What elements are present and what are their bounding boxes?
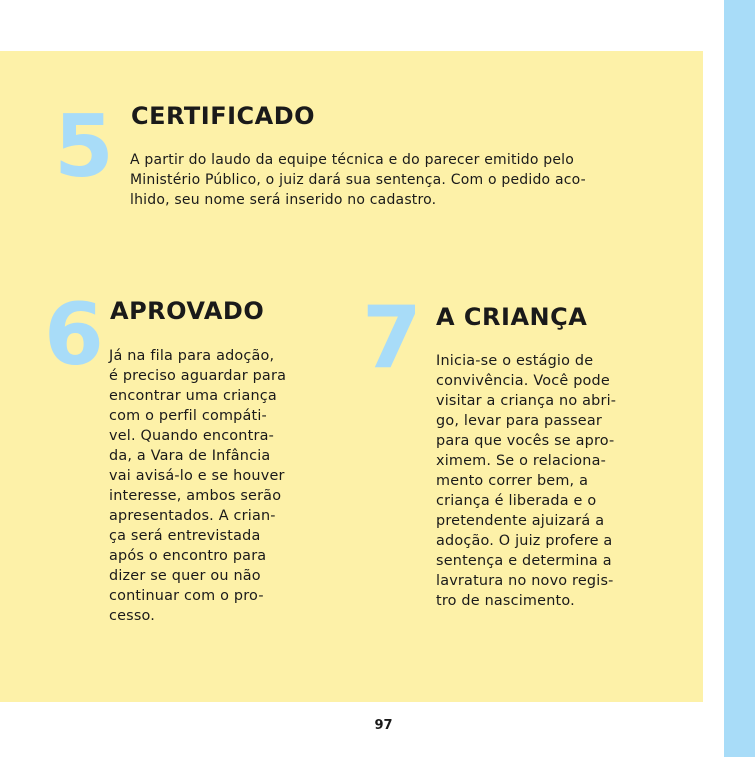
text-line: pretendente ajuizará a xyxy=(436,513,605,529)
text-line: lhido, seu nome será inserido no cadastro. xyxy=(130,192,437,208)
text-line: após o encontro para xyxy=(109,548,267,564)
step-title-a-crianca: A CRIANÇA xyxy=(436,303,588,331)
page-number-text: 97 xyxy=(374,718,393,733)
text-line: go, levar para passear xyxy=(436,413,602,429)
text-line: mento correr bem, a xyxy=(436,473,589,489)
step-title-aprovado: APROVADO xyxy=(110,297,265,325)
text-line: apresentados. A crian- xyxy=(109,508,276,524)
step-number-6: 6 xyxy=(44,285,104,385)
text-line: para que vocês se apro- xyxy=(436,433,615,449)
text-line: ça será entrevistada xyxy=(109,528,261,544)
text-line: com o perfil compáti- xyxy=(109,408,267,424)
text-line: A partir do laudo da equipe técnica e do parecer emitido pelo xyxy=(130,152,574,168)
text-line: cesso. xyxy=(109,608,156,624)
text-line: tro de nascimento. xyxy=(436,593,575,609)
right-edge-bar xyxy=(724,0,755,757)
text-line: vel. Quando encontra- xyxy=(109,428,274,444)
step-number-7: 7 xyxy=(362,288,422,388)
text-line: Já na fila para adoção, xyxy=(109,348,275,364)
text-line: criança é liberada e o xyxy=(436,493,597,509)
text-line: visitar a criança no abri- xyxy=(436,393,617,409)
text-line: Ministério Público, o juiz dará sua sentença. Com o pedido aco- xyxy=(130,172,586,188)
text-line: adoção. O juiz profere a xyxy=(436,533,613,549)
step-text-aprovado xyxy=(109,346,309,626)
step-number-5: 5 xyxy=(54,97,114,197)
step-text-certificado xyxy=(130,150,670,210)
text-line: interesse, ambos serão xyxy=(109,488,282,504)
page-number xyxy=(0,718,755,733)
text-line: lavratura no novo regis- xyxy=(436,573,614,589)
step-text-a-crianca xyxy=(436,351,636,611)
step-title-certificado: CERTIFICADO xyxy=(131,102,316,130)
text-line: Inicia-se o estágio de xyxy=(436,353,594,369)
text-line: convivência. Você pode xyxy=(436,373,610,389)
text-line: ximem. Se o relaciona- xyxy=(436,453,607,469)
text-line: continuar com o pro- xyxy=(109,588,264,604)
text-line: é preciso aguardar para xyxy=(109,368,287,384)
text-line: vai avisá-lo e se houver xyxy=(109,468,285,484)
text-line: da, a Vara de Infância xyxy=(109,448,271,464)
text-line: encontrar uma criança xyxy=(109,388,277,404)
text-line: dizer se quer ou não xyxy=(109,568,261,584)
text-line: sentença e determina a xyxy=(436,553,612,569)
